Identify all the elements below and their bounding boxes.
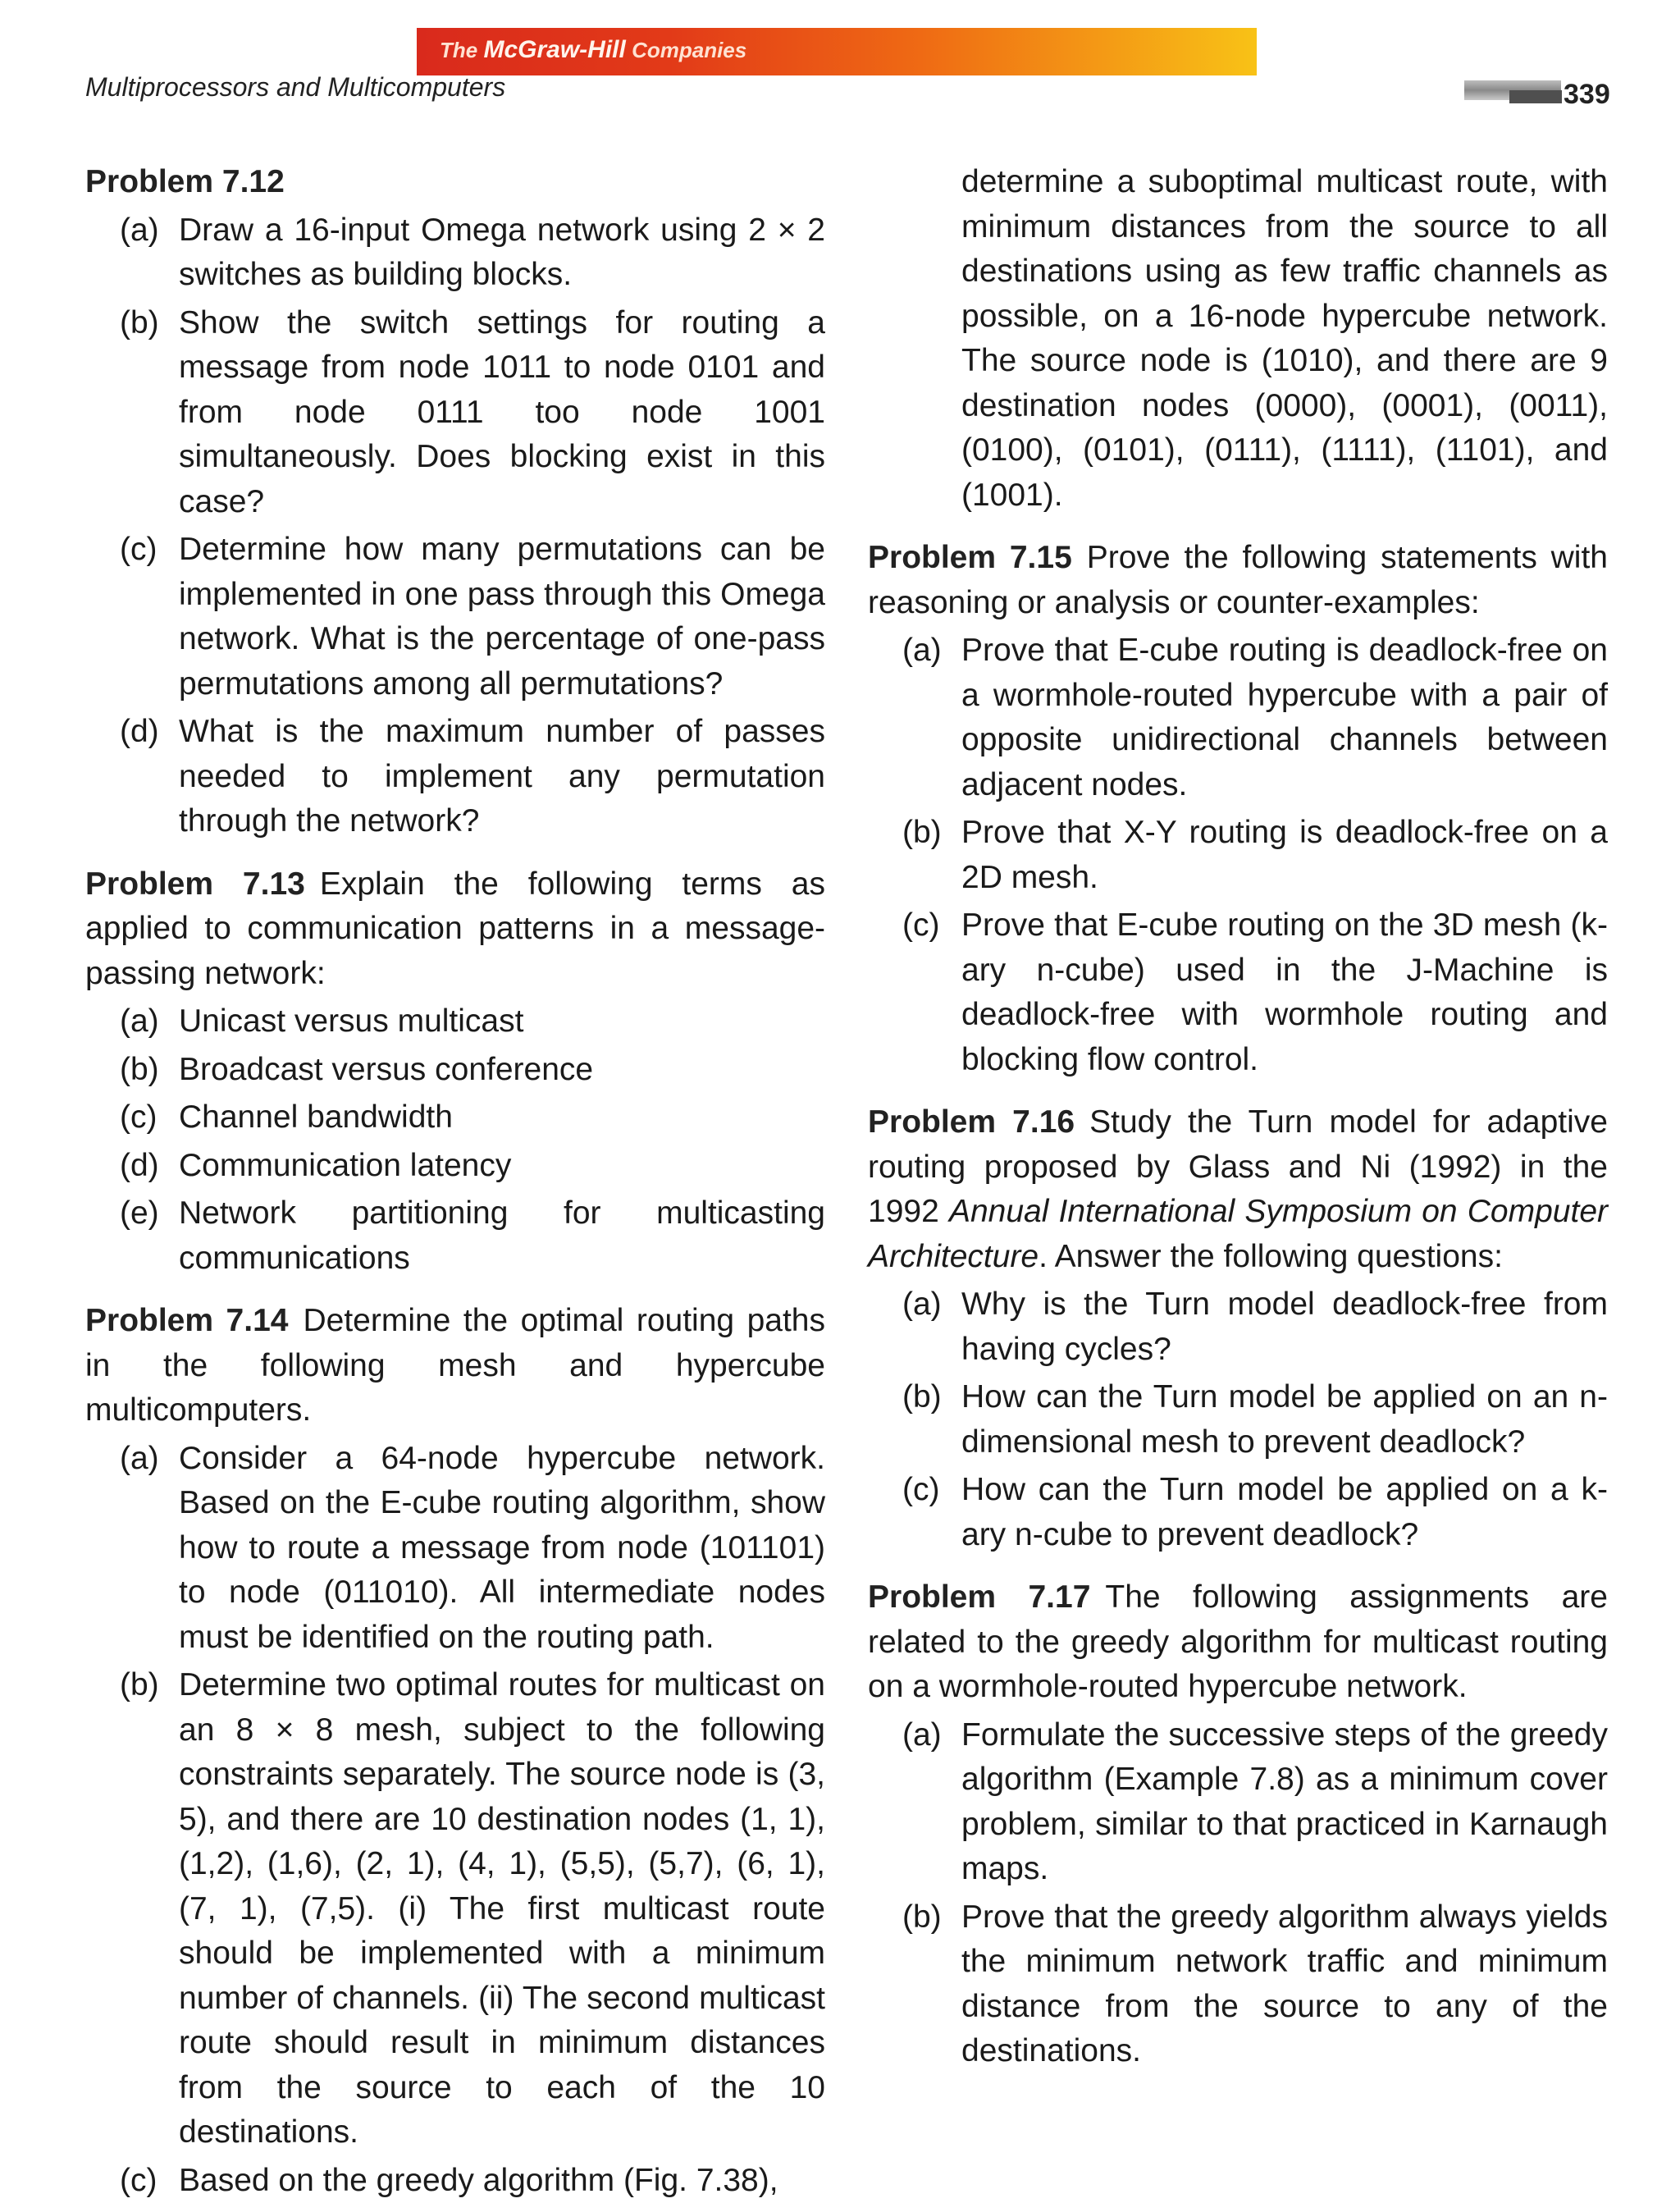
subquestion xyxy=(85,1191,825,1281)
subquestion-text: Communication latency xyxy=(179,1148,511,1183)
subquestion xyxy=(85,301,825,525)
subquestion-list xyxy=(868,628,1608,1082)
subquestion xyxy=(85,1144,825,1189)
subquestion xyxy=(85,208,825,298)
subquestion-text: Prove that the greedy algorithm always yields the minimum network traffic and minimum distance from the source to any of the destinations. xyxy=(961,1899,1608,2069)
header-decoration-bar-dark xyxy=(1509,90,1562,103)
subquestion xyxy=(868,1895,1608,2074)
problem-7-16 xyxy=(868,1100,1608,1557)
subquestion xyxy=(85,999,825,1044)
publisher-suffix: Companies xyxy=(632,38,746,62)
problem-title: Problem 7.14 xyxy=(85,1303,288,1338)
subquestion-text: Based on the greedy algorithm (Fig. 7.38), xyxy=(179,2163,778,2198)
problem-intro-text: Explain the following terms as applied to communication patterns in a message-passing network: xyxy=(85,866,825,991)
subquestion-list xyxy=(85,208,825,844)
problem-title: Problem 7.13 xyxy=(85,866,305,902)
subquestion-text: Prove that E-cube routing is deadlock-free on a wormhole-routed hypercube with a pair of opposite unidirectional channels between adjacent nodes. xyxy=(961,633,1608,802)
subquestion-text: Network partitioning for multicasting communications xyxy=(179,1195,825,1276)
problem-intro-text: Determine the optimal routing paths in the following mesh and hypercube multicomputers. xyxy=(85,1303,825,1428)
problem-intro xyxy=(868,1100,1608,1279)
subquestion-text: Broadcast versus conference xyxy=(179,1052,593,1087)
subquestion-label: (c) xyxy=(120,2159,157,2203)
problem-7-17 xyxy=(868,1575,1608,2074)
problem-7-14-continuation: determine a suboptimal multicast route, with minimum distances from the source to all destinations using as few traffic channels as possible, on a 16-node hypercube network. The source node is (1010), and there are 9 destination nodes (0000), (0001), (0011), (0100), (0101), (0111), (1111), (1101), and (1001). xyxy=(868,160,1608,518)
right-column xyxy=(868,160,1608,2074)
subquestion-label: (a) xyxy=(120,208,159,254)
subquestion-text: Prove that X-Y routing is deadlock-free on a 2D mesh. xyxy=(961,815,1608,895)
problem-title: Problem 7.16 xyxy=(868,1104,1075,1140)
problem-title: Problem 7.15 xyxy=(868,540,1072,575)
problem-heading xyxy=(85,160,825,205)
problem-intro xyxy=(85,1299,825,1433)
subquestion-text: Show the switch settings for routing a message from node 1011 to node 0101 and from node 0111 too node 1001 simultaneously. Does blocking exist in this case? xyxy=(179,305,825,519)
subquestion xyxy=(868,1713,1608,1892)
problem-intro-text-end: . Answer the following questions: xyxy=(1039,1239,1503,1274)
subquestion-label: (a) xyxy=(902,1282,942,1328)
subquestion-label: (c) xyxy=(120,528,157,573)
subquestion-text: Determine how many permutations can be implemented in one pass through this Omega network. What is the percentage of one-pass permutations among all permutations? xyxy=(179,532,825,702)
problem-7-13 xyxy=(85,862,825,1282)
publisher-the: The xyxy=(440,38,477,62)
subquestion-label: (c) xyxy=(120,1095,157,1140)
page-number: 339 xyxy=(1564,79,1610,111)
subquestion xyxy=(868,903,1608,1082)
subquestion-label: (a) xyxy=(902,628,942,674)
subquestion-text: Unicast versus multicast xyxy=(179,1003,523,1039)
problem-7-15 xyxy=(868,536,1608,1082)
subquestion-label: (b) xyxy=(902,1895,942,1940)
problem-7-14 xyxy=(85,1299,825,2203)
subquestion-list xyxy=(85,999,825,1281)
subquestion-label: (c) xyxy=(902,903,939,948)
subquestion xyxy=(868,1468,1608,1557)
subquestion-text: Determine two optimal routes for multicast on an 8 × 8 mesh, subject to the following constraints separately. The source node is (3, 5), and there are 10 destination nodes (1, 1), (1,2), (1,6), (2, 1), (4, 1), (5,5), (5,7), (6, 1), (7, 1), (7,5). (i) The first multicast route should be implemented with a minimum number of channels. (ii) The second multicast route should result in minimum distances from the source to each of the 10 destinations. xyxy=(179,1667,825,2150)
problem-intro xyxy=(868,1575,1608,1710)
subquestion-label: (d) xyxy=(120,710,159,755)
subquestion xyxy=(868,628,1608,807)
subquestion xyxy=(868,811,1608,900)
subquestion xyxy=(85,710,825,844)
subquestion-list xyxy=(868,1713,1608,2074)
subquestion-label: (b) xyxy=(120,301,159,346)
symposium-name: Annual International Symposium on Computer Architecture xyxy=(868,1194,1608,1274)
subquestion-text: Why is the Turn model deadlock-free from having cycles? xyxy=(961,1287,1608,1367)
problem-intro xyxy=(85,862,825,997)
subquestion-label: (b) xyxy=(120,1048,159,1093)
subquestion-label: (e) xyxy=(120,1191,159,1236)
publisher-banner xyxy=(417,28,1257,75)
subquestion-text: Formulate the successive steps of the greedy algorithm (Example 7.8) as a minimum cover problem, similar to that practiced in Karnaugh maps. xyxy=(961,1717,1608,1887)
problem-title: Problem 7.12 xyxy=(85,164,285,199)
subquestion-text: Prove that E-cube routing on the 3D mesh (k-ary n-cube) used in the J-Machine is deadlock-free with wormhole routing and blocking flow control. xyxy=(961,907,1608,1077)
problem-intro-text: Prove the following statements with reasoning or analysis or counter-examples: xyxy=(868,540,1608,620)
subquestion-label: (b) xyxy=(902,811,942,856)
subquestion-text: How can the Turn model be applied on a k-ary n-cube to prevent deadlock? xyxy=(961,1472,1608,1552)
subquestion xyxy=(85,1095,825,1140)
subquestion-label: (a) xyxy=(902,1713,942,1758)
subquestion-text: What is the maximum number of passes needed to implement any permutation through the network? xyxy=(179,714,825,839)
subquestion-label: (b) xyxy=(902,1375,942,1420)
subquestion xyxy=(868,1282,1608,1372)
subquestion-label: (d) xyxy=(120,1144,159,1189)
subquestion xyxy=(85,1048,825,1093)
problem-7-12 xyxy=(85,160,825,844)
subquestion xyxy=(85,1663,825,2155)
running-title: Multiprocessors and Multicomputers xyxy=(85,72,505,103)
subquestion xyxy=(85,528,825,706)
subquestion-label: (b) xyxy=(120,1663,159,1708)
subquestion-text: Draw a 16-input Omega network using 2 × 2 switches as building blocks. xyxy=(179,213,825,293)
subquestion-text: Channel bandwidth xyxy=(179,1099,453,1135)
subquestion-label: (a) xyxy=(120,1437,159,1482)
subquestion xyxy=(868,1375,1608,1465)
problem-title: Problem 7.17 xyxy=(868,1579,1090,1615)
subquestion-text: How can the Turn model be applied on an n-dimensional mesh to prevent deadlock? xyxy=(961,1379,1608,1460)
subquestion xyxy=(85,1437,825,1661)
subquestion-label: (a) xyxy=(120,999,159,1044)
subquestion-label: (c) xyxy=(902,1468,939,1513)
subquestion-list xyxy=(85,1437,825,2203)
problem-intro-text: The following assignments are related to the greedy algorithm for multicast routing on a wormhole-routed hypercube network. xyxy=(868,1579,1608,1704)
publisher-logo xyxy=(440,36,746,64)
subquestion-text: Consider a 64-node hypercube network. Based on the E-cube routing algorithm, show how to route a message from node (101101) to node (011010). All intermediate nodes must be identified on the routing path. xyxy=(179,1441,825,1655)
subquestion-list xyxy=(868,1282,1608,1557)
publisher-brand: McGraw-Hill xyxy=(483,36,625,63)
left-column xyxy=(85,160,825,2203)
problem-intro-text: Study the Turn model for adaptive routing proposed by Glass and Ni (1992) in the 1992 xyxy=(868,1104,1608,1229)
subquestion xyxy=(85,2159,825,2203)
problem-intro xyxy=(868,536,1608,625)
